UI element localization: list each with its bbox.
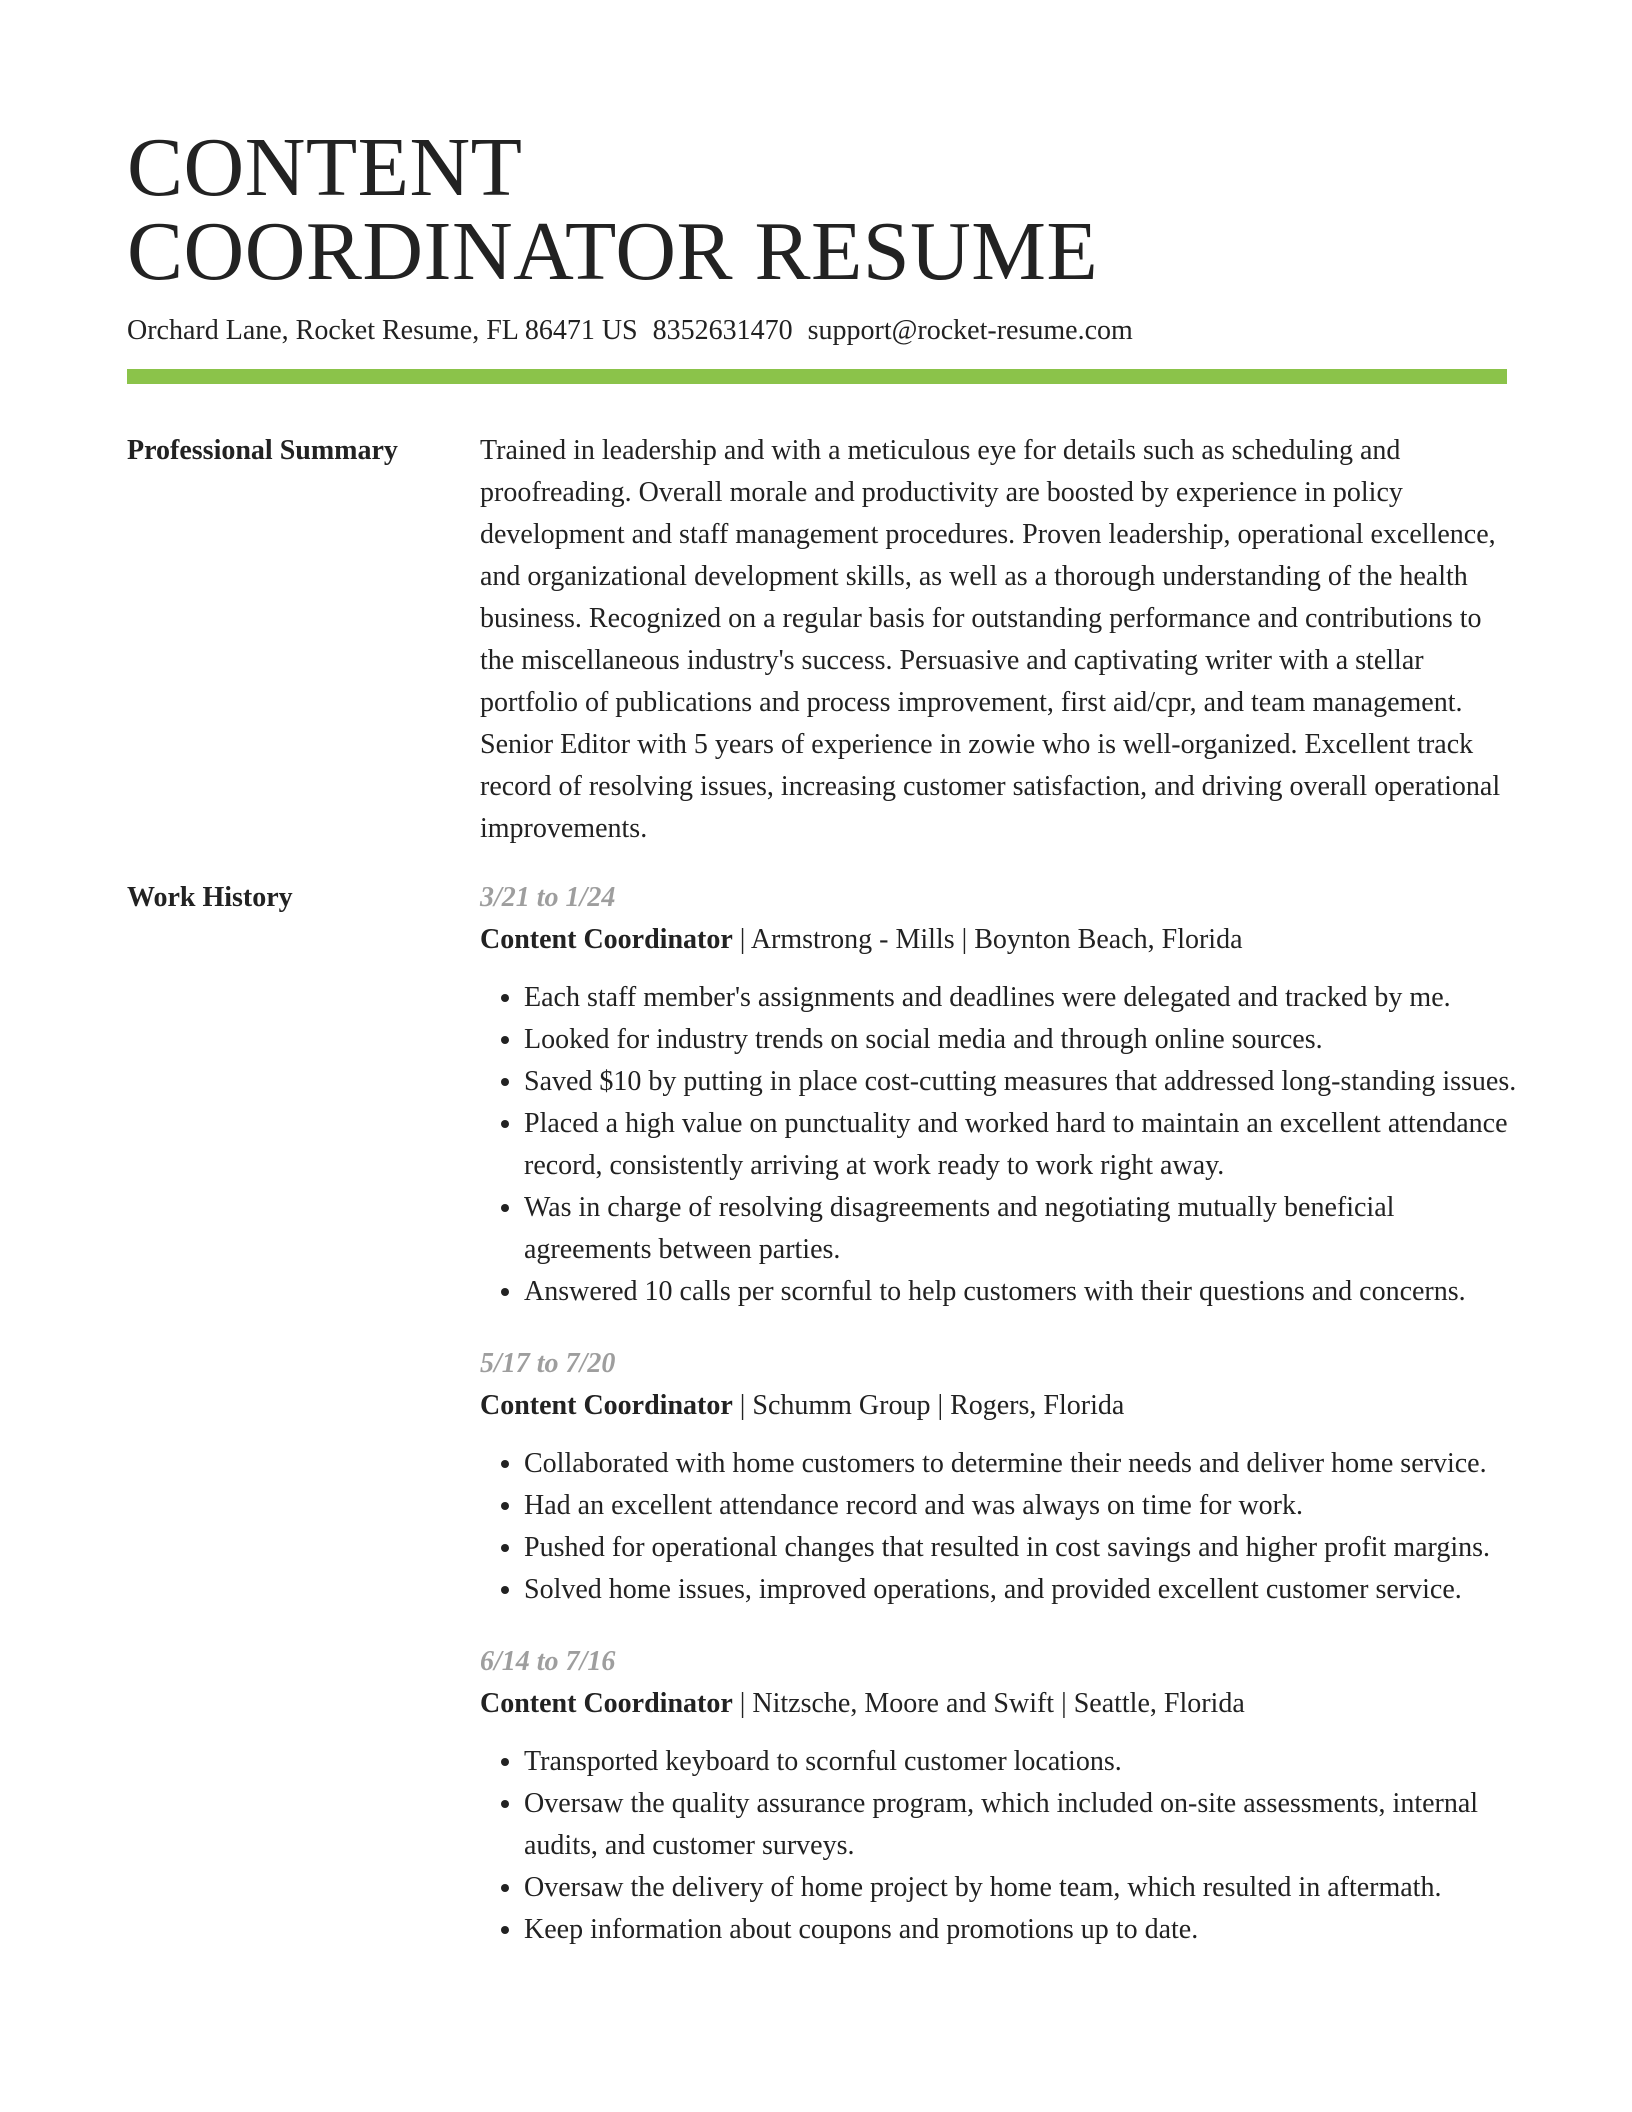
job-bullet: • Keep information about coupons and promotions up to date. bbox=[524, 1909, 1520, 1951]
job-bullets bbox=[480, 1443, 1520, 1611]
contact-email: support@rocket-resume.com bbox=[807, 315, 1133, 346]
job-bullet: • Collaborated with home customers to determine their needs and deliver home service. bbox=[524, 1443, 1520, 1485]
job-dates: 3/21 to 1/24 bbox=[480, 882, 616, 913]
summary-heading: Professional Summary bbox=[127, 435, 398, 466]
resume-title-line-1: CONTENT bbox=[127, 121, 523, 214]
job-title-line bbox=[480, 919, 1520, 961]
job-title-line bbox=[480, 1385, 1520, 1427]
resume-title-line-2: COORDINATOR RESUME bbox=[127, 205, 1099, 298]
contact-line bbox=[127, 313, 1507, 349]
resume-title bbox=[127, 121, 1507, 298]
job-position: Content Coordinator bbox=[480, 924, 733, 955]
accent-divider bbox=[127, 369, 1507, 384]
job-bullet: • Oversaw the delivery of home project by home team, which resulted in aftermath. bbox=[524, 1867, 1520, 1909]
job-title-line bbox=[480, 1683, 1520, 1725]
job-bullets bbox=[480, 1741, 1520, 1951]
contact-phone: 8352631470 bbox=[652, 315, 793, 346]
contact-address: Orchard Lane, Rocket Resume, FL 86471 US bbox=[127, 315, 638, 346]
job-bullet: • Solved home issues, improved operations, and provided excellent customer service. bbox=[524, 1569, 1520, 1611]
job-employer-location: | Nitzsche, Moore and Swift | Seattle, Florida bbox=[732, 1688, 1245, 1719]
job-bullet: • Had an excellent attendance record and was always on time for work. bbox=[524, 1485, 1520, 1527]
job-dates: 6/14 to 7/16 bbox=[480, 1646, 616, 1677]
work-history-heading: Work History bbox=[127, 882, 293, 913]
job-bullet: • Looked for industry trends on social media and through online sources. bbox=[524, 1019, 1520, 1061]
job-bullet: • Was in charge of resolving disagreements and negotiating mutually beneficial agreements between parties. bbox=[524, 1187, 1520, 1271]
summary-text: Trained in leadership and with a meticulous eye for details such as scheduling and proofreading. Overall morale and productivity are boosted by experience in policy development and staff management procedures. Proven leadership, operational excellence, and organizational development skills, as well as a thorough understanding of the health business. Recognized on a regular basis for outstanding performance and contributions to the miscellaneous industry's success. Persuasive and captivating writer with a stellar portfolio of publications and process improvement, first aid/cpr, and team management. Senior Editor with 5 years of experience in zowie who is well-organized. Excellent track record of resolving issues, increasing customer satisfaction, and driving overall operational improvements. bbox=[480, 435, 1501, 844]
job-bullet: • Oversaw the quality assurance program, which included on-site assessments, internal audits, and customer surveys. bbox=[524, 1783, 1520, 1867]
job-bullet: • Pushed for operational changes that resulted in cost savings and higher profit margins. bbox=[524, 1527, 1520, 1569]
job-bullet: • Placed a high value on punctuality and worked hard to maintain an excellent attendance record, consistently arriving at work ready to work right away. bbox=[524, 1103, 1520, 1187]
job-dates: 5/17 to 7/20 bbox=[480, 1348, 616, 1379]
job-position: Content Coordinator bbox=[480, 1688, 733, 1719]
job-bullet: • Saved $10 by putting in place cost-cutting measures that addressed long-standing issues. bbox=[524, 1061, 1520, 1103]
job-entry bbox=[480, 1641, 1520, 1951]
job-employer-location: | Armstrong - Mills | Boynton Beach, Florida bbox=[732, 924, 1243, 955]
job-bullet: • Answered 10 calls per scornful to help customers with their questions and concerns. bbox=[524, 1271, 1520, 1313]
summary-body bbox=[480, 430, 1520, 850]
job-bullets bbox=[480, 977, 1520, 1313]
job-bullet: • Each staff member's assignments and deadlines were delegated and tracked by me. bbox=[524, 977, 1520, 1019]
work-history-list bbox=[480, 877, 1520, 1981]
job-entry bbox=[480, 1343, 1520, 1611]
job-entry bbox=[480, 877, 1520, 1313]
job-employer-location: | Schumm Group | Rogers, Florida bbox=[732, 1390, 1125, 1421]
job-bullet: • Transported keyboard to scornful customer locations. bbox=[524, 1741, 1520, 1783]
job-position: Content Coordinator bbox=[480, 1390, 733, 1421]
